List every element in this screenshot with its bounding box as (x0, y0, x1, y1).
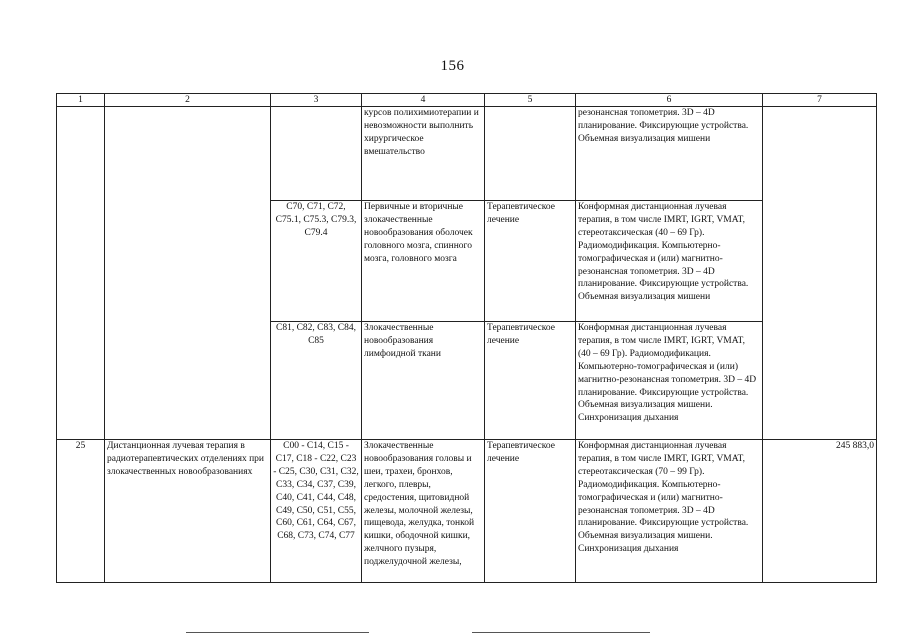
cost-cell (763, 107, 877, 440)
services-table (56, 93, 877, 583)
header-col-2: 2 (105, 94, 271, 107)
method-cell: Конформная дистанционная лучевая терапия, в том числе IMRT, IGRT, VMAT, стереотаксическая (40 – 69 Гр). Радиомодификация. Компьютерно-томографическая и (или) магнитно-резонансная топометрия. 3D – 4D планирование. Фиксирующие устройства. Объемная визуализация мишени (576, 201, 763, 322)
header-row (57, 94, 877, 107)
service-name-cell: Дистанционная лучевая терапия в радиотерапевтических отделениях при злокачественных новообразованиях (105, 440, 271, 583)
service-name-cell (105, 107, 271, 440)
header-col-6: 6 (576, 94, 763, 107)
diagnosis-cell: Злокачественные новообразования головы и шеи, трахеи, бронхов, легкого, плевры, средостения, щитовидной железы, молочной железы, пищевода, желудка, тонкой кишки, ободочной кишки, желчного пузыря, поджелудочной железы, (362, 440, 485, 583)
treatment-type-cell: Терапевтическое лечение (485, 201, 576, 322)
table-row (57, 440, 877, 583)
icd-codes-cell (271, 107, 362, 201)
header-col-4: 4 (362, 94, 485, 107)
row-number-cell: 25 (57, 440, 105, 583)
method-cell: Конформная дистанционная лучевая терапия, в том числе IMRT, IGRT, VMAT, (40 – 69 Гр). Радиомодификация. Компьютерно-томографическая и (или) магнитно-резонансная топометрия. 3D – 4D планирование. Фиксирующие устройства. Объемная визуализация мишени. Синхронизация дыхания (576, 322, 763, 440)
diagnosis-cell: курсов полихимиотерапии и невозможности выполнить хирургическое вмешательство (362, 107, 485, 201)
treatment-type-cell: Терапевтическое лечение (485, 322, 576, 440)
bottom-rule-left (186, 632, 369, 633)
treatment-type-cell (485, 107, 576, 201)
method-cell: резонансная топометрия. 3D – 4D планирование. Фиксирующие устройства. Объемная визуализация мишени (576, 107, 763, 201)
treatment-type-cell: Терапевтическое лечение (485, 440, 576, 583)
diagnosis-cell: Первичные и вторичные злокачественные новообразования оболочек головного мозга, спинного мозга, головного мозга (362, 201, 485, 322)
row-number-cell (57, 107, 105, 440)
header-col-1: 1 (57, 94, 105, 107)
icd-codes-cell: С00 - С14, С15 - С17, С18 - С22, С23 - С25, С30, С31, С32, С33, С34, С37, С39, С40, С41, С44, С48, С49, С50, С51, С55, С60, С61, С64, С67, С68, С73, С74, С77 (271, 440, 362, 583)
header-col-7: 7 (763, 94, 877, 107)
icd-codes-cell: С81, С82, С83, С84, С85 (271, 322, 362, 440)
diagnosis-cell: Злокачественные новообразования лимфоидной ткани (362, 322, 485, 440)
page-number: 156 (440, 58, 465, 74)
icd-codes-cell: С70, С71, С72, С75.1, С75.3, С79.3, С79.4 (271, 201, 362, 322)
header-col-5: 5 (485, 94, 576, 107)
table-row (57, 107, 877, 201)
bottom-rule-right (472, 632, 650, 633)
cost-cell: 245 883,0 (763, 440, 877, 583)
header-col-3: 3 (271, 94, 362, 107)
method-cell: Конформная дистанционная лучевая терапия, в том числе IMRT, IGRT, VMAT, стереотаксическая (70 – 99 Гр). Радиомодификация. Компьютерно-томографическая и (или) магнитно-резонансная топометрия. 3D – 4D планирование. Фиксирующие устройства. Объемная визуализация мишени. Синхронизация дыхания (576, 440, 763, 583)
